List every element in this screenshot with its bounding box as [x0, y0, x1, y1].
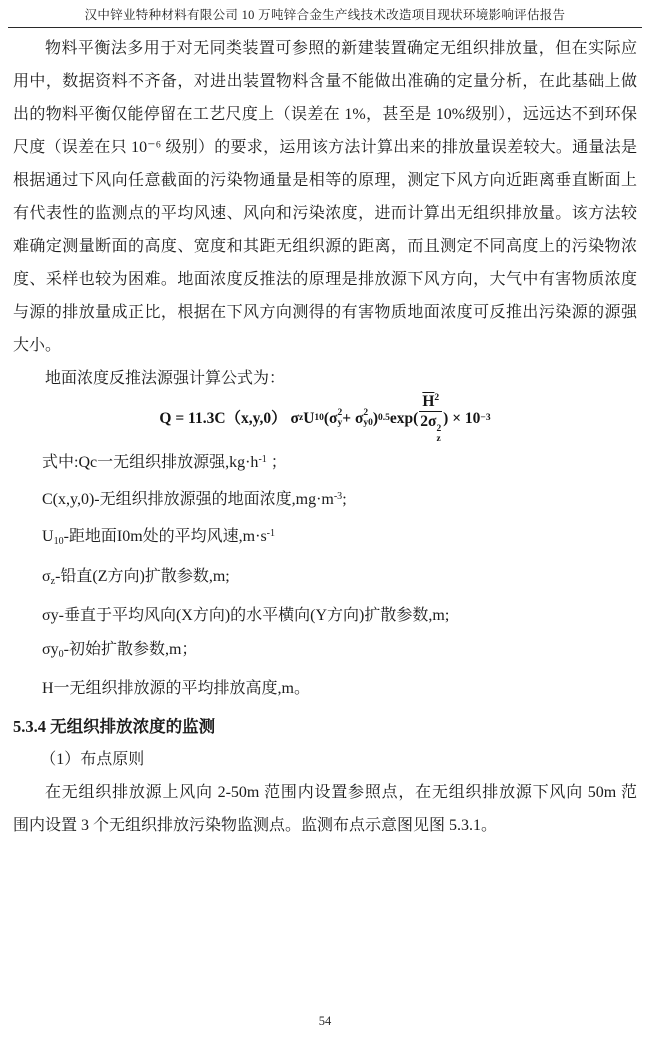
sub: 10	[53, 536, 64, 548]
def-u10	[42, 517, 637, 559]
paragraph-line: 出的物料平衡仅能停留在工艺尺度上（误差在 1%，甚至是 10%级别），远远达不到环保	[13, 106, 637, 123]
def-sigma-y	[42, 599, 637, 633]
formula-close-paren: )	[372, 410, 379, 428]
def-text: -距地面I0m处的平均风速,m·s	[63, 528, 267, 546]
def-text: C(x,y,0)-无组织排放源强的地面浓度,mg·m	[42, 491, 334, 509]
paragraph-line: 围内设置 3 个无组织排放污染物监测点。监测布点示意图见图 5.3.1。	[13, 817, 498, 835]
formula-u: U	[303, 410, 315, 428]
def-h	[42, 672, 637, 706]
sub: y	[337, 418, 343, 428]
paragraph-line: 用中，数据资料不齐备，对进出装置物料含量不能做出准确的定量分析，在此基础上做	[13, 73, 637, 90]
formula-exponent: −3	[480, 413, 491, 424]
sup: -1	[258, 454, 267, 465]
paragraph-line: 物料平衡法多用于对无同类装置可参照的新建装置确定无组织排放量，但在实际应	[45, 40, 637, 57]
formula-sigma-y0-supsub	[363, 409, 373, 429]
def-text: 式中:Qc一无组织排放源强,kg·h	[42, 454, 259, 471]
sup: -3	[333, 491, 343, 503]
fraction-numerator	[419, 393, 442, 413]
sup: 2	[337, 408, 343, 419]
formula-open-paren: (σ	[323, 410, 338, 428]
sub: 0	[58, 649, 64, 661]
def-text: ；	[266, 454, 287, 471]
paragraph-line: 与源的排放量成正比，根据在下风方向测得的有害物质地面浓度可反推出污染源的源强	[13, 304, 637, 321]
fraction-denominator	[419, 412, 442, 445]
sup: 2	[363, 408, 369, 419]
page-number: 54	[318, 1014, 332, 1028]
paragraph-line: 有代表性的监测点的平均风速、风向和污染浓度，进而计算出无组织排放量。该方法较	[13, 205, 637, 222]
def-qc	[42, 443, 637, 480]
paragraph-line: 大小。	[13, 337, 62, 354]
sub: z	[50, 575, 56, 587]
section-heading: 5.3.4 无组织排放浓度的监测	[13, 717, 216, 737]
header-rule	[8, 27, 642, 28]
page-header-title: 汉中锌业特种材料有限公司 10 万吨锌合金生产线技术改造项目现状环境影响评估报告	[84, 8, 566, 22]
formula-power: 0.5	[378, 413, 390, 424]
formula-times-ten: ) × 10	[443, 410, 481, 428]
formula-plus: + σ	[342, 410, 364, 428]
source-strength-formula	[13, 392, 637, 445]
subsection-label: （1）布点原则	[40, 751, 145, 769]
paragraph-line: 度、采样也较为困难。地面浓度反推法的原理是排放源下风方向，大气中有害物质浓度	[13, 271, 637, 288]
h-bar: $\overline{H}$	[422, 392, 435, 410]
den-sigma-z-supsub	[436, 425, 441, 445]
def-text: σ	[42, 567, 51, 585]
formula-sigma-z-sub: z	[298, 413, 304, 424]
paragraph-line: 根据通过下风向任意截面的污染物通量是相等的原理，测定下风方向近距离垂直断面上	[13, 172, 637, 189]
def-text: σy	[42, 641, 59, 659]
paragraph-line: 尺度（误差在只 10⁻⁶ 级别）的要求，运用该方法计算出来的排放量误差较大。通量法是	[13, 139, 637, 156]
formula-intro: 地面浓度反推法源强计算公式为：	[45, 370, 286, 387]
def-sigma-z	[42, 560, 637, 599]
formula-lead: Q = 11.3C（x,y,0） σ	[159, 410, 299, 428]
sub: z	[436, 434, 441, 445]
def-text: ;	[342, 491, 347, 509]
sup: -1	[266, 528, 276, 540]
symbol-definitions	[42, 443, 637, 706]
sup: 2	[434, 392, 440, 403]
paragraph-line: 难确定测量断面的高度、宽度和其距无组织源的距离，而且测定不同高度上的污染物浓	[13, 238, 637, 255]
sup: 2	[436, 424, 442, 435]
formula-exp: exp(	[389, 410, 419, 428]
sub: y0	[363, 418, 373, 428]
def-text: σy-垂直于平均风向(X方向)的水平横向(Y方向)扩散参数,m;	[42, 606, 450, 624]
def-text: U	[42, 528, 54, 546]
def-text: -铅直(Z方向)扩散参数,m;	[55, 567, 230, 585]
den-lead: 2σ	[420, 413, 437, 431]
paragraph-line: 在无组织排放源上风向 2-50m 范围内设置参照点，在无组织排放源下风向 50m 范	[45, 784, 637, 802]
def-text: H一无组织排放源的平均排放高度,m。	[42, 680, 311, 698]
formula-fraction	[419, 393, 442, 446]
def-c	[42, 480, 637, 517]
def-text: -初始扩散参数,m；	[63, 641, 198, 659]
def-sigma-y0	[42, 633, 637, 672]
document-body	[13, 32, 637, 842]
formula-u-sub: 10	[314, 413, 324, 424]
